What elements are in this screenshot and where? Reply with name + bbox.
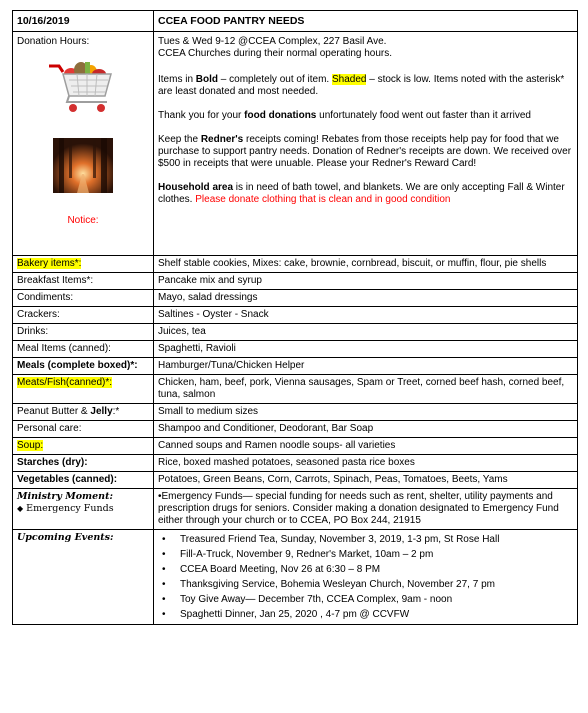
ministry-sub bbox=[17, 503, 149, 515]
hours-line-2: CCEA Churches during their normal operating hours. bbox=[158, 48, 393, 59]
category-items: Potatoes, Green Beans, Corn, Carrots, Spinach, Peas, Tomatoes, Beets, Yams bbox=[154, 472, 578, 489]
needs-row-bakery bbox=[13, 256, 578, 273]
category-label: Condiments: bbox=[13, 290, 154, 307]
category-items: Chicken, ham, beef, pork, Vienna sausages, Spam or Treet, corned beef hash, corned beef, tuna, salmon bbox=[154, 375, 578, 404]
donation-row bbox=[13, 32, 578, 256]
event-item: • CCEA Board Meeting, Nov 26 at 6:30 – 8 PM bbox=[158, 562, 573, 577]
household-red-note: Please donate clothing that is clean and in good condition bbox=[195, 194, 451, 205]
category-label-text: Soup: bbox=[17, 440, 44, 451]
event-item: • Fill-A-Truck, November 9, Redner's Market, 10am – 2 pm bbox=[158, 547, 573, 562]
legend-bold-word: Bold bbox=[195, 74, 219, 85]
category-label-suffix: :* bbox=[112, 406, 120, 417]
ministry-title: Ministry Moment: bbox=[17, 491, 113, 502]
forest-path-photo bbox=[53, 138, 113, 193]
category-label bbox=[13, 404, 154, 421]
needs-row-meal-items bbox=[13, 341, 578, 358]
ministry-text: •Emergency Funds— special funding for needs such as rent, shelter, utility payments and prescription drugs for seniors. Consider making a donation designated to Emergency Fund either through your church or to CCEA, PO Box 244, 21915 bbox=[154, 489, 578, 530]
category-label bbox=[13, 375, 154, 404]
needs-row-personal-care bbox=[13, 421, 578, 438]
needs-row-meals-boxed bbox=[13, 358, 578, 375]
category-items: Rice, boxed mashed potatoes, seasoned pasta rice boxes bbox=[154, 455, 578, 472]
hours-line-1: Tues & Wed 9-12 @CCEA Complex, 227 Basil Ave. bbox=[158, 36, 387, 47]
category-items: Small to medium sizes bbox=[154, 404, 578, 421]
legend-text-a: Items in bbox=[158, 74, 196, 85]
category-items: Shampoo and Conditioner, Deodorant, Bar Soap bbox=[154, 421, 578, 438]
legend-text-c: – stock is low. Items noted with the asterisk* are least donated and most needed. bbox=[158, 74, 565, 97]
header-row bbox=[13, 11, 578, 32]
page-title: CCEA FOOD PANTRY NEEDS bbox=[154, 11, 578, 32]
household-bold: Household area bbox=[158, 182, 234, 193]
donation-left-cell bbox=[13, 32, 154, 256]
household-text: is in need of bath towel, and blankets. We are only accepting Fall & Winter clothes. bbox=[158, 182, 565, 205]
event-item: • Thanksgiving Service, Bohemia Wesleyan Church, November 27, 7 pm bbox=[158, 577, 573, 592]
needs-row-vegetables bbox=[13, 472, 578, 489]
thanks-text-b: unfortunately food went out faster than it arrived bbox=[316, 110, 531, 121]
category-items: Mayo, salad dressings bbox=[154, 290, 578, 307]
category-label: Breakfast Items*: bbox=[13, 273, 154, 290]
date: 10/16/2019 bbox=[13, 11, 154, 32]
needs-table bbox=[12, 10, 578, 625]
category-items: Pancake mix and syrup bbox=[154, 273, 578, 290]
category-items: Saltines - Oyster - Snack bbox=[154, 307, 578, 324]
legend-text-b: – completely out of item. bbox=[218, 74, 332, 85]
redners-paragraph bbox=[158, 134, 573, 170]
events-row bbox=[13, 530, 578, 625]
redners-text-a: Keep the bbox=[158, 134, 201, 145]
category-label: Meal Items (canned): bbox=[13, 341, 154, 358]
donation-hours-label: Donation Hours: bbox=[17, 36, 90, 47]
category-items: Spaghetti, Ravioli bbox=[154, 341, 578, 358]
category-label-text: Bakery items*: bbox=[17, 258, 82, 269]
thanks-paragraph bbox=[158, 110, 573, 122]
needs-row-drinks bbox=[13, 324, 578, 341]
category-label: Meals (complete boxed)*: bbox=[13, 358, 154, 375]
category-label-text: Meats/Fish(canned)*: bbox=[17, 377, 113, 388]
needs-row-soup bbox=[13, 438, 578, 455]
donation-info-cell bbox=[154, 32, 578, 256]
category-items: Canned soups and Ramen noodle soups- all varieties bbox=[154, 438, 578, 455]
household-paragraph bbox=[158, 182, 573, 206]
events-label-cell bbox=[13, 530, 154, 625]
shopping-cart-icon bbox=[47, 58, 119, 116]
category-items: Juices, tea bbox=[154, 324, 578, 341]
events-list bbox=[158, 532, 573, 622]
category-label-text: Peanut Butter & bbox=[17, 406, 91, 417]
hours-block bbox=[158, 36, 573, 60]
legend-paragraph bbox=[158, 74, 573, 98]
category-label: Drinks: bbox=[13, 324, 154, 341]
category-items: Shelf stable cookies, Mixes: cake, brownie, cornbread, biscuit, or muffin, flour, pie shells bbox=[154, 256, 578, 273]
notice-label: Notice: bbox=[67, 215, 99, 226]
redners-bold: Redner's bbox=[200, 134, 244, 145]
thanks-bold: food donations bbox=[244, 110, 317, 121]
event-item: • Toy Give Away— December 7th, CCEA Complex, 9am - noon bbox=[158, 592, 573, 607]
redners-text-b: receipts coming! Rebates from those receipts help pay for food that we purchase to support pantry needs. Donation of Redner's receipts are down. We received over $500 in receipts that were unuable. Please your Redner's Reward Card! bbox=[158, 134, 572, 169]
category-label bbox=[13, 256, 154, 273]
needs-row-condiments bbox=[13, 290, 578, 307]
ministry-sub-text: Emergency Funds bbox=[26, 503, 114, 514]
needs-row-peanut-butter bbox=[13, 404, 578, 421]
event-item: • Treasured Friend Tea, Sunday, November 3, 2019, 1-3 pm, St Rose Hall bbox=[158, 532, 573, 547]
category-label: Personal care: bbox=[13, 421, 154, 438]
needs-row-starches bbox=[13, 455, 578, 472]
legend-shaded-word: Shaded bbox=[331, 74, 367, 85]
ministry-row bbox=[13, 489, 578, 530]
category-label: Starches (dry): bbox=[13, 455, 154, 472]
category-items: Hamburger/Tuna/Chicken Helper bbox=[154, 358, 578, 375]
needs-row-breakfast bbox=[13, 273, 578, 290]
category-label-bold: Jelly bbox=[90, 406, 113, 417]
thanks-text-a: Thank you for your bbox=[158, 110, 245, 121]
pantry-needs-sheet bbox=[12, 10, 577, 625]
diamond-bullet-icon: ◆ bbox=[17, 504, 24, 513]
category-label: Vegetables (canned): bbox=[13, 472, 154, 489]
ministry-label-cell bbox=[13, 489, 154, 530]
events-title: Upcoming Events: bbox=[17, 532, 114, 543]
category-label: Crackers: bbox=[13, 307, 154, 324]
needs-row-crackers bbox=[13, 307, 578, 324]
category-label bbox=[13, 438, 154, 455]
needs-row-meats-fish bbox=[13, 375, 578, 404]
events-list-cell bbox=[154, 530, 578, 625]
event-item: • Spaghetti Dinner, Jan 25, 2020 , 4-7 pm @ CCVFW bbox=[158, 607, 573, 622]
